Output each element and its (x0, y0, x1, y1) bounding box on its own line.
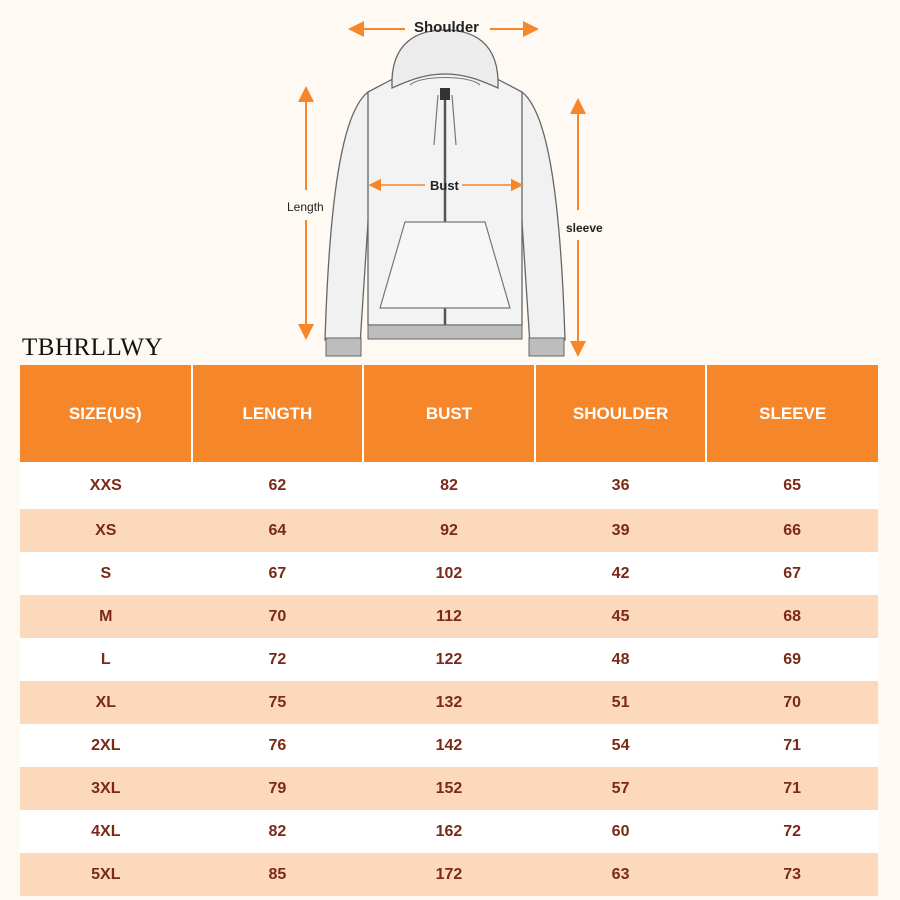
length-cell: 64 (192, 509, 364, 552)
size-cell: XS (20, 509, 192, 552)
sleeve-cell: 71 (706, 767, 878, 810)
bust-cell: 112 (363, 595, 535, 638)
table-body (20, 462, 878, 896)
sleeve-cell: 65 (706, 462, 878, 509)
bust-cell: 142 (363, 724, 535, 767)
table-row (20, 724, 878, 767)
table-row (20, 595, 878, 638)
size-cell: 2XL (20, 724, 192, 767)
shoulder-cell: 63 (535, 853, 707, 896)
size-cell: S (20, 552, 192, 595)
shoulder-cell: 60 (535, 810, 707, 853)
sleeve-cell: 68 (706, 595, 878, 638)
brand-name: TBHRLLWY (22, 334, 164, 361)
size-cell: XL (20, 681, 192, 724)
length-header: LENGTH (192, 365, 364, 462)
size-cell: M (20, 595, 192, 638)
left-sleeve (325, 92, 372, 345)
shoulder-cell: 39 (535, 509, 707, 552)
shoulder-cell: 57 (535, 767, 707, 810)
sleeve-cell: 69 (706, 638, 878, 681)
size-cell: 4XL (20, 810, 192, 853)
shoulder-cell: 54 (535, 724, 707, 767)
table-row (20, 509, 878, 552)
table-row (20, 462, 878, 509)
shoulder-cell: 51 (535, 681, 707, 724)
sleeve-cell: 73 (706, 853, 878, 896)
size-cell: L (20, 638, 192, 681)
size-header: SIZE(US) (20, 365, 192, 462)
bust-cell: 132 (363, 681, 535, 724)
right-cuff (529, 338, 564, 356)
sleeve-header: SLEEVE (706, 365, 878, 462)
shoulder-cell: 45 (535, 595, 707, 638)
table-row (20, 638, 878, 681)
shoulder-cell: 36 (535, 462, 707, 509)
table-header-row (20, 365, 878, 462)
waistband (368, 325, 522, 339)
bust-header: BUST (363, 365, 535, 462)
length-cell: 82 (192, 810, 364, 853)
shoulder-label: Shoulder (414, 19, 480, 36)
table-row (20, 767, 878, 810)
length-cell: 76 (192, 724, 364, 767)
shoulder-header: SHOULDER (535, 365, 707, 462)
right-sleeve (518, 92, 565, 345)
length-cell: 72 (192, 638, 364, 681)
sleeve-label: sleeve (566, 221, 603, 235)
sleeve-cell: 66 (706, 509, 878, 552)
bust-label: Bust (430, 178, 459, 193)
length-cell: 79 (192, 767, 364, 810)
length-label: Length (287, 200, 324, 214)
table-row (20, 810, 878, 853)
hoodie-diagram (0, 0, 900, 360)
bust-cell: 122 (363, 638, 535, 681)
bust-cell: 152 (363, 767, 535, 810)
length-cell: 85 (192, 853, 364, 896)
table-row (20, 853, 878, 896)
shoulder-cell: 42 (535, 552, 707, 595)
length-cell: 70 (192, 595, 364, 638)
shoulder-cell: 48 (535, 638, 707, 681)
size-cell: 5XL (20, 853, 192, 896)
table-row (20, 681, 878, 724)
size-cell: 3XL (20, 767, 192, 810)
left-cuff (326, 338, 361, 356)
bust-cell: 172 (363, 853, 535, 896)
bust-cell: 162 (363, 810, 535, 853)
bust-cell: 92 (363, 509, 535, 552)
length-cell: 62 (192, 462, 364, 509)
sleeve-cell: 70 (706, 681, 878, 724)
bust-cell: 102 (363, 552, 535, 595)
length-cell: 67 (192, 552, 364, 595)
sleeve-cell: 71 (706, 724, 878, 767)
size-chart-table (20, 365, 878, 896)
size-cell: XXS (20, 462, 192, 509)
sleeve-cell: 67 (706, 552, 878, 595)
bust-cell: 82 (363, 462, 535, 509)
length-cell: 75 (192, 681, 364, 724)
sleeve-cell: 72 (706, 810, 878, 853)
zipper-pull (440, 88, 450, 100)
table-row (20, 552, 878, 595)
